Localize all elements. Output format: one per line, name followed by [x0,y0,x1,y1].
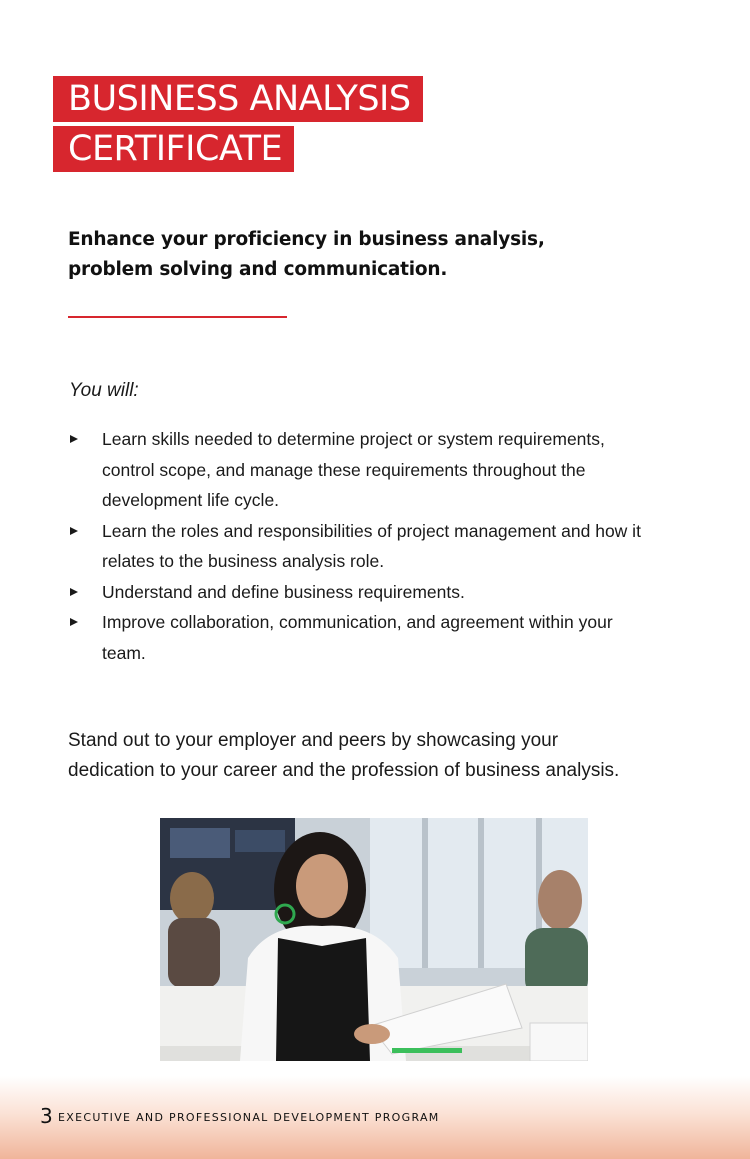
title-line-1: BUSINESS ANALYSIS [53,76,423,122]
list-item [68,516,683,577]
you-will-label: You will: [69,380,139,401]
page-number: 3 [40,1104,53,1128]
closing-paragraph [68,726,708,786]
bullet-arrow-icon [70,435,78,443]
intro-line-1: Enhance your proficiency in business analysis, [68,229,545,250]
list-item-line: Learn the roles and responsibilities of project management and how it [102,520,641,541]
list-item-line: Learn skills needed to determine project or system requirements, [102,429,605,449]
section-divider [68,316,287,318]
classroom-photo-illustration [160,818,588,1061]
list-item-line: team. [102,642,146,663]
list-item [68,607,683,668]
bullet-arrow-icon [70,527,78,535]
list-item [68,577,683,608]
bullet-arrow-icon [70,588,78,596]
classroom-photo [160,818,588,1061]
benefits-list [68,424,683,668]
closing-line-2: dedication to your career and the profession of business analysis. [68,760,620,781]
list-item-line: relates to the business analysis role. [102,551,385,571]
list-item-line: control scope, and manage these requirements throughout the [102,459,586,480]
list-item [68,424,683,516]
page-title [53,76,423,172]
list-item-line: Understand and define business requirements. [102,581,465,602]
title-line-2: CERTIFICATE [53,126,294,172]
closing-line-1: Stand out to your employer and peers by showcasing your [68,730,559,751]
intro-text [68,225,628,285]
footer-program-label: EXECUTIVE AND PROFESSIONAL DEVELOPMENT PROGRAM [58,1111,440,1124]
bullet-arrow-icon [70,618,78,626]
intro-line-2: problem solving and communication. [68,259,448,280]
list-item-line: Improve collaboration, communication, and agreement within your [102,612,613,632]
list-item-line: development life cycle. [102,490,280,510]
